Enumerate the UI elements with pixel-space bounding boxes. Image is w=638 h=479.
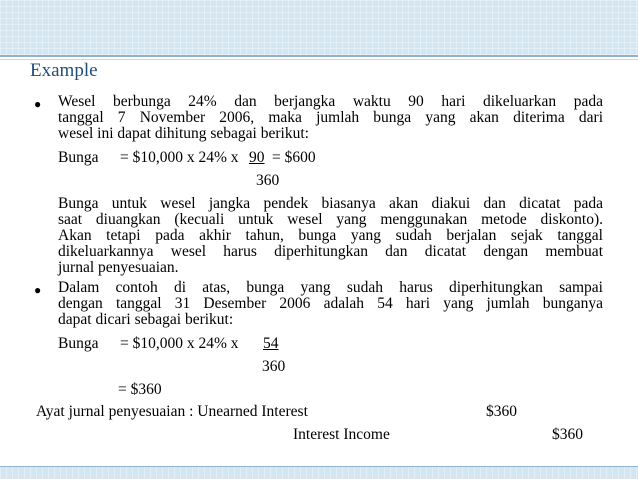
slide-title: Example <box>30 60 98 81</box>
bullet2-line-1: Dalam contoh di atas, bunga yang sudah harus diperhitungkan sampai <box>58 279 603 296</box>
paragraph-line-5: jurnal penyesuaian. <box>58 259 179 276</box>
calc2-result: = $360 <box>118 381 162 398</box>
journal-debit-amount: $360 <box>486 403 517 420</box>
bullet-icon: ● <box>34 97 42 111</box>
bullet2-line-3: dapat dicari sebagai berikut: <box>58 311 234 328</box>
bullet1-line-1: Wesel berbunga 24% dan berjangka waktu 90 hari dikeluarkan pada <box>58 93 603 110</box>
calc2-numerator: 54 <box>263 335 279 352</box>
bullet1-line-2: tanggal 7 November 2006, maka jumlah bunga yang akan diterima dari <box>58 109 603 126</box>
journal-credit-amount: $360 <box>552 426 583 443</box>
bullet2-text <box>58 280 603 312</box>
calc1-numerator: 90 <box>249 149 265 166</box>
calc1-label: Bunga <box>58 149 99 166</box>
bullet2-line-2: dengan tanggal 31 Desember 2006 adalah 54 hari yang jumlah bunganya <box>58 295 603 312</box>
paragraph-line-2: saat diuangkan (kecuali untuk wesel yang menggunakan metode diskonto). <box>58 211 603 228</box>
header-divider <box>0 55 638 57</box>
calc2-formula: = $10,000 x 24% x <box>120 335 239 352</box>
calc1-denominator: 360 <box>256 172 280 189</box>
calc1-formula: = $10,000 x 24% x <box>120 149 239 166</box>
header-band <box>0 0 638 55</box>
journal-label: Ayat jurnal penyesuaian : Unearned Interest <box>36 403 308 420</box>
paragraph-text <box>58 196 603 260</box>
paragraph-line-1: Bunga untuk wesel jangka pendek biasanya akan diakui dan dicatat pada <box>58 195 603 212</box>
bullet-icon: ● <box>34 283 42 297</box>
journal-credit-account: Interest Income <box>293 426 390 443</box>
calc2-label: Bunga <box>58 335 99 352</box>
calc2-denominator: 360 <box>262 358 286 375</box>
paragraph-line-3: Akan tetapi pada akhir tahun, bunga yang sudah berjalan sejak tanggal <box>58 227 603 244</box>
bullet1-line-3: wesel ini dapat dihitung sebagai berikut: <box>58 125 309 142</box>
bullet1-text <box>58 94 603 126</box>
calc1-result: = $600 <box>272 149 316 166</box>
paragraph-line-4: dikeluarkannya wesel harus diperhitungkan dan dicatat dengan membuat <box>58 243 603 260</box>
footer-band <box>0 467 638 479</box>
